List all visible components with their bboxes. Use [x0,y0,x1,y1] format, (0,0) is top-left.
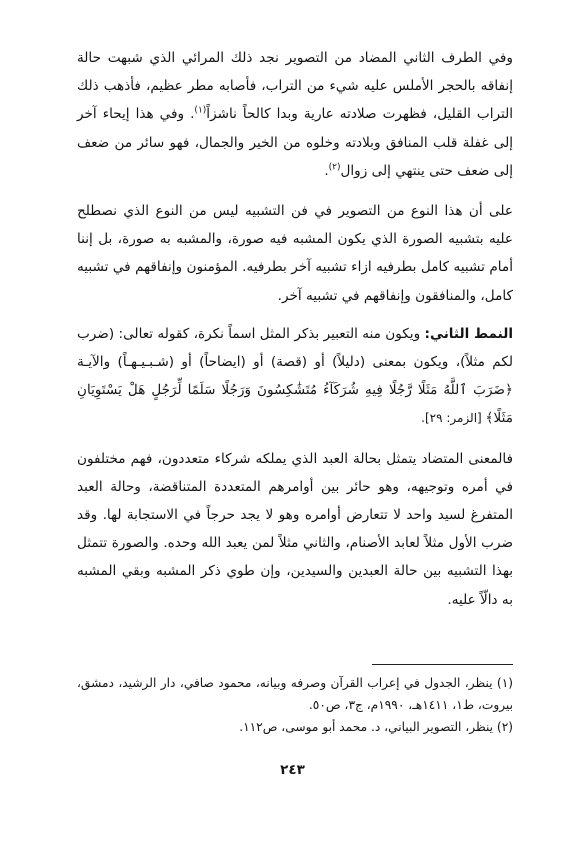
footnote-1-text: ينظر، الجدول في إعراب القرآن وصرفه وبيانه، محمود صافي، دار الرشيد، دمشق، بيروت، ط١، ١٤١١هـ، ١٩٩٠م، ج٣، ص٥٠. [77,676,513,712]
paragraph-3 [77,320,513,433]
paragraph-1-end: . [324,162,329,179]
footnote-2-text: ينظر، التصوير البياني، د. محمد أبو موسى، ص١١٢. [239,720,497,734]
paragraph-1 [77,44,513,185]
footnote-2 [77,716,513,738]
footnotes [77,672,513,738]
footnote-1 [77,672,513,716]
footnote-ref-1: (١) [194,105,207,116]
paragraph-1-text: وفي الطرف الثاني المضاد من التصوير نجد ذلك المرائي الذي شبهت حالة إنفاقه بالحجر الأملس عليه شيء من التراب، فأصابه مطر عظيم، فأذهب ذلك التراب القليل، فظهرت صلادته عارية وبدا كالحاً ناشزاً [77,50,513,123]
page-number: ٢٤٣ [280,762,305,778]
footnote-2-number: (٢) [496,720,513,734]
paragraph-1-text-2: . وفي هذا إيحاء آخر إلى غفلة قلب المنافق وبلادته وخلوه من الخير والجمال، فهو سائر من ضعف إلى ضعف حتى ينتهي إلى زوال [77,106,513,179]
footnote-divider [372,664,513,665]
verse-reference: [الزمر: ٢٩]. [421,411,486,426]
paragraph-3-text: ويكون منه التعبير بذكر المثل اسماً نكرة، كقوله تعالى: (ضرب لكم مثلاً)، ويكون بمعنى (دليلاً) أو (قصة) أو (ايضاحاً) أو (شـبـيـهـاً) والآيـة [77,325,513,371]
footnote-ref-2: (٢) [328,162,341,173]
quran-verse: ﴿ضَرَبَ ٱللَّهُ مَثَلًا رَّجُلًا فِيهِ شُرَكَآءُ مُتَشَٰكِسُونَ وَرَجُلًا سَلَمًا لِّرَجُلٍ هَلْ يَسْتَوِيَانِ مَثَلًا﴾ [77,382,513,427]
paragraph-2: على أن هذا النوع من التصوير في فن التشبيه ليس من النوع الذي نصطلح عليه بتشبيه الصورة الذي يكون المشبه فيه صورة، والمشبه به صورة، بل إننا أمام تشبيه كامل بطرفيه ازاء تشبيه آخر بطرفيه. المؤمنون وإنفاقهم في تشبيه كامل، والمنافقون وإنفاقهم في تشبيه آخر. [77,203,513,304]
section-lead: النمط الثاني: [424,325,513,342]
footnote-1-number: (١) [496,676,513,690]
paragraph-4: فالمعنى المتضاد يتمثل بحالة العبد الذي يملكه شركاء متعددون، فهم مختلفون في أمره وتوجيهه، وهو حائر بين أوامرهم المتعددة المتناقضة، وحالة العبد المتفرغ لسيد واحد لا تتعارض أوامره وهو لا يجد حرجاً في الاستجابة لها. وقد ضرب الأول مثلاً لعابد الأصنام، والثاني مثلاً لمن يعبد الله وحده. والصورة تتمثل بهذا التشبيه بين حالة العبدين والسيدين، وإن طوي ذكر المشبه وبقي المشبه به دالّاً عليه. [77,450,513,608]
main-text [77,44,513,614]
